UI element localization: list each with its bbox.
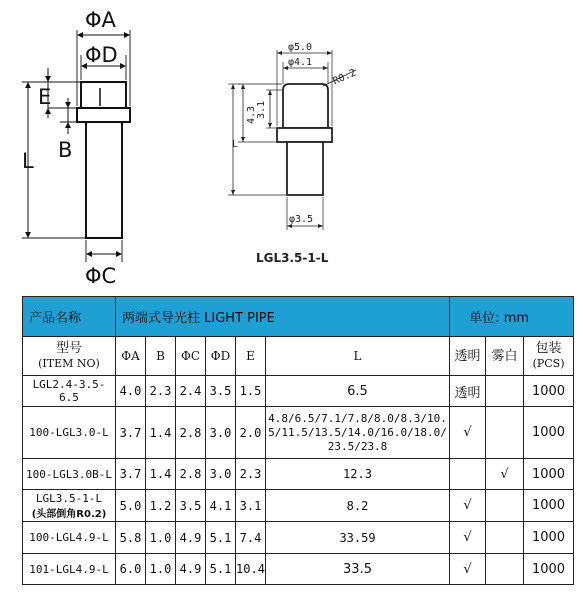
- cell-clear: √: [450, 407, 486, 459]
- cell-l: 33.5: [266, 554, 450, 585]
- label-b: B: [58, 138, 73, 162]
- header-pack: 包装 (PCS): [524, 337, 574, 376]
- cell-b: 1.4: [146, 459, 176, 490]
- cell-a: 3.7: [116, 459, 146, 490]
- label-r02: R0.2: [331, 67, 358, 88]
- cell-fog: [486, 407, 524, 459]
- cell-a: 6.0: [116, 554, 146, 585]
- cell-model: LGL2.4-3.5-6.5: [23, 376, 116, 407]
- header-e: E: [236, 337, 266, 376]
- table-row: [23, 459, 574, 490]
- cell-e: 7.4: [236, 522, 266, 554]
- drawing-caption: LGL3.5-1-L: [256, 251, 329, 265]
- cell-c: 2.4: [176, 376, 206, 407]
- cell-model: LGL3.5-1-L (头部倒角R0.2): [23, 490, 116, 522]
- header-clear: 透明: [450, 337, 486, 376]
- table-row: [23, 554, 574, 585]
- cell-fog: [486, 522, 524, 554]
- cell-c: 3.5: [176, 490, 206, 522]
- header-phi-c: ΦC: [176, 337, 206, 376]
- cell-pack: 1000: [524, 407, 574, 459]
- cell-model: 100-LGL3.0B-L: [23, 459, 116, 490]
- cell-l: 8.2: [266, 490, 450, 522]
- label-l: L: [22, 149, 34, 173]
- pipe-shaft: [86, 122, 122, 238]
- cell-a: 4.0: [116, 376, 146, 407]
- cell-e: 3.1: [236, 490, 266, 522]
- table-row: [23, 522, 574, 554]
- cell-e: 2.3: [236, 459, 266, 490]
- cell-b: 1.4: [146, 407, 176, 459]
- table-row: [23, 376, 574, 407]
- cell-model: 100-LGL3.0-L: [23, 407, 116, 459]
- pipe-head: [81, 82, 126, 108]
- cell-b: 1.0: [146, 522, 176, 554]
- spec-table: [22, 296, 574, 585]
- label-phi-d: ΦD: [85, 43, 118, 67]
- cell-d: 3.0: [206, 407, 236, 459]
- cell-pack: 1000: [524, 490, 574, 522]
- cell-model: 100-LGL4.9-L: [23, 522, 116, 554]
- label-31: 3.1: [256, 100, 267, 119]
- unit-label: 单位: mm: [450, 297, 574, 337]
- label-d35: φ3.5: [289, 214, 314, 225]
- cell-c: 2.8: [176, 459, 206, 490]
- label-e: E: [38, 85, 52, 109]
- cell-l: 33.59: [266, 522, 450, 554]
- cell-d: 4.1: [206, 490, 236, 522]
- product-name-label: 产品名称: [23, 297, 116, 337]
- cell-pack: 1000: [524, 554, 574, 585]
- cell-pack: 1000: [524, 522, 574, 554]
- cell-c: 2.8: [176, 407, 206, 459]
- pipe-collar: [77, 108, 130, 122]
- cell-d: 3.5: [206, 376, 236, 407]
- header-l: L: [266, 337, 450, 376]
- cell-e: 1.5: [236, 376, 266, 407]
- column-header-row: [23, 337, 574, 376]
- cell-clear: [450, 459, 486, 490]
- table-row: [23, 407, 574, 459]
- pipe-head-right: [283, 84, 328, 128]
- header-b: B: [146, 337, 176, 376]
- cell-b: 2.3: [146, 376, 176, 407]
- header-fog: 雾白: [486, 337, 524, 376]
- cell-fog: √: [486, 459, 524, 490]
- cell-d: 5.1: [206, 554, 236, 585]
- label-d5: φ5.0: [288, 42, 313, 53]
- cell-a: 5.0: [116, 490, 146, 522]
- header-phi-a: ΦA: [116, 337, 146, 376]
- dimension-drawings: [0, 0, 583, 292]
- header-model: 型号 (ITEM NO): [23, 337, 116, 376]
- cell-l: 12.3: [266, 459, 450, 490]
- label-len: L: [232, 139, 239, 150]
- header-phi-d: ΦD: [206, 337, 236, 376]
- cell-e: 2.0: [236, 407, 266, 459]
- cell-a: 5.8: [116, 522, 146, 554]
- label-d41: φ4.1: [288, 57, 313, 68]
- label-phi-a: ΦA: [85, 8, 116, 32]
- cell-clear: √: [450, 554, 486, 585]
- cell-pack: 1000: [524, 459, 574, 490]
- cell-a: 3.7: [116, 407, 146, 459]
- cell-e: 10.4: [236, 554, 266, 585]
- cell-b: 1.0: [146, 554, 176, 585]
- cell-model: 101-LGL4.9-L: [23, 554, 116, 585]
- cell-pack: 1000: [524, 376, 574, 407]
- cell-l: 4.8/6.5/7.1/7.8/8.0/8.3/10.5/11.5/13.5/14.0/16.0/18.0/23.5/23.8: [266, 407, 450, 459]
- cell-d: 5.1: [206, 522, 236, 554]
- cell-l: 6.5: [266, 376, 450, 407]
- label-phi-c: ΦC: [85, 264, 117, 288]
- cell-fog: [486, 376, 524, 407]
- table-row: [23, 490, 574, 522]
- cell-c: 4.9: [176, 554, 206, 585]
- cell-clear: √: [450, 490, 486, 522]
- cell-clear: √: [450, 522, 486, 554]
- table-title-row: [23, 297, 574, 337]
- pipe-shaft-right: [287, 142, 323, 195]
- cell-b: 1.2: [146, 490, 176, 522]
- cell-c: 4.9: [176, 522, 206, 554]
- cell-fog: [486, 490, 524, 522]
- label-43: 4.3: [246, 105, 257, 124]
- product-name-value: 两端式导光柱 LIGHT PIPE: [116, 297, 450, 337]
- cell-d: 3.0: [206, 459, 236, 490]
- cell-clear: 透明: [450, 376, 486, 407]
- pipe-collar-right: [277, 128, 332, 142]
- cell-fog: [486, 554, 524, 585]
